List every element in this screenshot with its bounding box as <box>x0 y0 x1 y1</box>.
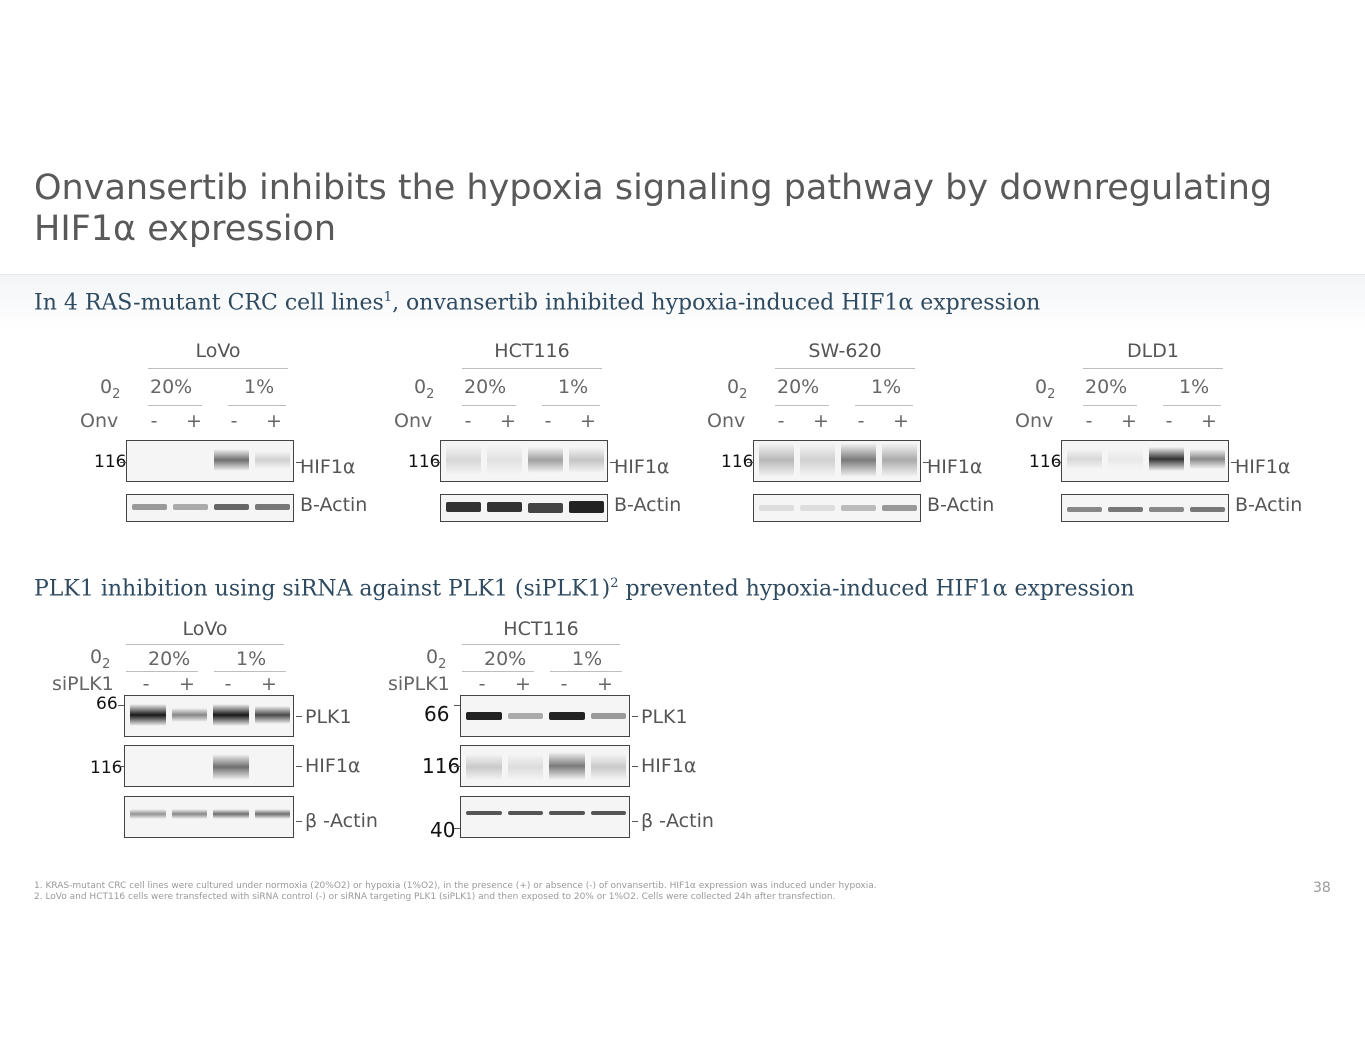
blot-band <box>466 754 502 780</box>
level-underline <box>775 405 829 406</box>
actin-blot <box>440 494 608 522</box>
treatment-sign: + <box>261 673 277 695</box>
footnote-2: 2. LoVo and HCT116 cells were transfected with siRNA control (-) or siRNA targeting PLK1 (siPLK1) and then exposed to 20% or 1%O2. Cells were collected 24h after transfection. <box>34 892 836 902</box>
hif1a-blot <box>1061 440 1229 482</box>
actin-blot <box>124 796 294 838</box>
blot-band <box>214 449 249 471</box>
molecular-weight-label: 66 <box>96 694 118 714</box>
protein-label-hif1a: HIF1α <box>641 755 697 777</box>
treatment-sign: + <box>186 410 202 432</box>
cell-line-title: LoVo <box>182 618 228 640</box>
blot-band <box>508 713 544 719</box>
treatment-sign: - <box>1165 410 1173 432</box>
treatment-sign: + <box>179 673 195 695</box>
treatment-sign: + <box>1121 410 1137 432</box>
blot-band <box>1190 449 1225 469</box>
protein-label-actin: B-Actin <box>1235 494 1303 516</box>
plk1-blot <box>124 695 294 737</box>
treatment-label: Onv <box>394 410 433 432</box>
oxygen-label: $0_2$ <box>414 376 435 402</box>
hif1a-blot <box>753 440 921 482</box>
molecular-weight-label: 66 <box>424 702 450 726</box>
cell-line-underline <box>126 644 284 645</box>
treatment-sign: - <box>478 673 486 695</box>
blot-band <box>549 712 585 720</box>
treatment-sign: - <box>560 673 568 695</box>
treatment-sign: - <box>464 410 472 432</box>
level-underline <box>214 671 286 672</box>
level-underline <box>228 405 286 406</box>
blot-band <box>759 443 794 477</box>
blot-band <box>446 445 481 475</box>
blot-band <box>132 504 167 510</box>
level-underline <box>462 671 534 672</box>
molecular-weight-label: 116 <box>408 452 441 472</box>
treatment-sign: - <box>777 410 785 432</box>
blot-band <box>213 809 249 819</box>
section2-heading-text: PLK1 inhibition using siRNA against PLK1 (siPLK1) <box>34 576 611 602</box>
protein-label-actin: β -Actin <box>641 810 714 832</box>
section2-heading <box>34 576 1135 601</box>
blot-band <box>591 754 627 780</box>
oxygen-level-20: 20% <box>150 376 193 398</box>
oxygen-level-1: 1% <box>244 376 275 398</box>
blot-band <box>549 752 585 780</box>
level-underline <box>148 405 202 406</box>
level-underline <box>855 405 913 406</box>
oxygen-level-1: 1% <box>871 376 902 398</box>
blot-band <box>255 451 290 469</box>
treatment-sign: + <box>500 410 516 432</box>
blot-band <box>508 754 544 780</box>
treatment-sign: - <box>230 410 238 432</box>
blot-band <box>213 754 249 780</box>
blot-band <box>882 443 917 477</box>
blot-band <box>172 708 208 722</box>
cell-line-underline <box>1083 368 1223 369</box>
level-underline <box>550 671 622 672</box>
treatment-label: Onv <box>80 410 119 432</box>
blot-band <box>1108 507 1143 512</box>
level-underline <box>1083 405 1137 406</box>
molecular-weight-label: 116 <box>94 452 127 472</box>
hif1a-blot <box>124 745 294 787</box>
hif1a-blot <box>440 440 608 482</box>
footnote-ref-2: 2 <box>610 576 619 591</box>
footnote-ref-1: 1 <box>383 290 393 305</box>
treatment-sign: - <box>1085 410 1093 432</box>
blot-band <box>213 704 249 726</box>
blot-band <box>841 443 876 477</box>
treatment-sign: + <box>580 410 596 432</box>
blot-band <box>173 504 208 510</box>
blot-band <box>759 505 794 511</box>
protein-label-hif1a: HIF1α <box>927 456 983 478</box>
cell-line-title: HCT116 <box>494 340 570 362</box>
oxygen-level-1: 1% <box>558 376 589 398</box>
oxygen-label: $0_2$ <box>100 376 121 402</box>
blot-band <box>1190 507 1225 512</box>
cell-line-title: LoVo <box>195 340 241 362</box>
blot-tick <box>632 821 638 822</box>
cell-line-title: HCT116 <box>503 618 579 640</box>
molecular-weight-label: 116 <box>90 758 123 778</box>
treatment-label: siPLK1 <box>52 673 114 695</box>
blot-tick <box>632 766 638 767</box>
actin-blot <box>1061 494 1229 522</box>
oxygen-label: $0_2$ <box>727 376 748 402</box>
blot-band <box>549 811 585 815</box>
protein-label-actin: β -Actin <box>305 810 378 832</box>
protein-label-hif1a: HIF1α <box>614 456 670 478</box>
oxygen-level-1: 1% <box>572 648 603 670</box>
cell-line-title: SW-620 <box>808 340 882 362</box>
level-underline <box>1163 405 1221 406</box>
blot-band <box>1149 447 1184 471</box>
blot-tick <box>296 766 302 767</box>
oxygen-level-20: 20% <box>777 376 820 398</box>
blot-band <box>214 504 249 510</box>
oxygen-label: $0_2$ <box>1035 376 1056 402</box>
oxygen-label: $0_2$ <box>90 646 111 672</box>
molecular-weight-label: 116 <box>1029 452 1062 472</box>
blot-band <box>172 809 208 819</box>
blot-band <box>569 501 604 513</box>
blot-band <box>528 447 563 473</box>
plk1-blot <box>460 695 630 737</box>
blot-band <box>800 505 835 511</box>
level-underline <box>462 405 516 406</box>
protein-label-plk1: PLK1 <box>305 706 352 728</box>
hif1a-blot <box>126 440 294 482</box>
treatment-label: siPLK1 <box>388 673 450 695</box>
oxygen-level-1: 1% <box>1179 376 1210 398</box>
blot-band <box>1108 449 1143 469</box>
blot-band <box>591 713 627 719</box>
blot-band <box>1149 507 1184 512</box>
cell-line-underline <box>148 368 288 369</box>
protein-label-plk1: PLK1 <box>641 706 688 728</box>
blot-band <box>841 505 876 511</box>
blot-tick <box>296 821 302 822</box>
protein-label-hif1a: HIF1α <box>305 755 361 777</box>
hif1a-blot <box>460 745 630 787</box>
blot-band <box>882 505 917 511</box>
protein-label-actin: B-Actin <box>300 494 368 516</box>
blot-band <box>528 503 563 513</box>
blot-band <box>255 809 291 819</box>
blot-band <box>508 811 544 815</box>
treatment-label: Onv <box>707 410 746 432</box>
treatment-sign: + <box>1201 410 1217 432</box>
section1-heading-text: In 4 RAS-mutant CRC cell lines <box>34 290 384 316</box>
treatment-sign: + <box>813 410 829 432</box>
blot-band <box>255 706 291 724</box>
blot-band <box>1067 507 1102 512</box>
protein-label-hif1a: HIF1α <box>1235 456 1291 478</box>
molecular-weight-label: 40 <box>430 818 456 842</box>
oxygen-level-20: 20% <box>1085 376 1128 398</box>
treatment-sign: + <box>893 410 909 432</box>
molecular-weight-label: 116 <box>721 452 754 472</box>
blot-band <box>591 811 627 815</box>
section2-heading-text-cont: prevented hypoxia-induced HIF1α expression <box>618 576 1135 602</box>
slide-title: Onvansertib inhibits the hypoxia signaling pathway by downregulating HIF1α expression <box>34 168 1273 249</box>
blot-band <box>800 443 835 477</box>
blot-band <box>130 809 166 819</box>
blot-band <box>130 704 166 726</box>
actin-blot <box>753 494 921 522</box>
treatment-sign: - <box>142 673 150 695</box>
cell-line-underline <box>462 368 602 369</box>
actin-blot <box>126 494 294 522</box>
molecular-weight-label: 116 <box>422 754 461 778</box>
protein-label-actin: B-Actin <box>614 494 682 516</box>
oxygen-level-1: 1% <box>236 648 267 670</box>
oxygen-level-20: 20% <box>484 648 527 670</box>
treatment-sign: - <box>224 673 232 695</box>
treatment-sign: - <box>857 410 865 432</box>
section1-heading-text-cont: , onvansertib inhibited hypoxia-induced HIF1α expression <box>392 290 1041 316</box>
protein-label-actin: B-Actin <box>927 494 995 516</box>
oxygen-level-20: 20% <box>464 376 507 398</box>
treatment-sign: + <box>266 410 282 432</box>
level-underline <box>542 405 600 406</box>
blot-band <box>1067 449 1102 469</box>
blot-band <box>255 504 290 510</box>
level-underline <box>126 671 198 672</box>
treatment-label: Onv <box>1015 410 1054 432</box>
cell-line-title: DLD1 <box>1127 340 1179 362</box>
treatment-sign: - <box>544 410 552 432</box>
cell-line-underline <box>462 644 620 645</box>
blot-tick <box>632 716 638 717</box>
blot-band <box>569 447 604 473</box>
treatment-sign: - <box>150 410 158 432</box>
blot-band <box>466 712 502 720</box>
blot-tick <box>296 716 302 717</box>
oxygen-label: $0_2$ <box>426 646 447 672</box>
blot-band <box>466 811 502 815</box>
oxygen-level-20: 20% <box>148 648 191 670</box>
protein-label-hif1a: HIF1α <box>300 456 356 478</box>
page-number: 38 <box>1313 880 1331 896</box>
cell-line-underline <box>775 368 915 369</box>
blot-band <box>487 502 522 512</box>
section1-heading <box>34 290 1040 315</box>
actin-blot <box>460 796 630 838</box>
footnote-1: 1. KRAS-mutant CRC cell lines were cultured under normoxia (20%O2) or hypoxia (1%O2), in the presence (+) or absence (-) of onvansertib. HIF1α expression was induced under hypoxia. <box>34 881 877 891</box>
treatment-sign: + <box>597 673 613 695</box>
blot-band <box>487 445 522 475</box>
blot-band <box>446 502 481 512</box>
treatment-sign: + <box>515 673 531 695</box>
